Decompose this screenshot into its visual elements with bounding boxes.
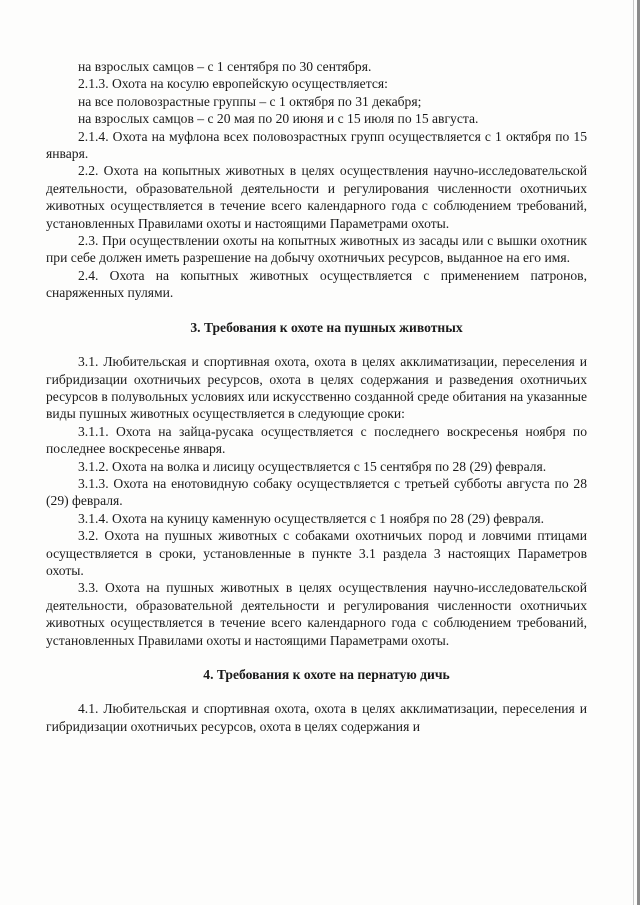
section-heading: 4. Требования к охоте на пернатую дичь	[203, 667, 450, 682]
paragraph: на все половозрастные группы – с 1 октября по 31 декабря;	[78, 93, 422, 109]
paragraph: 3.2. Охота на пушных животных с собаками охотничьих пород и ловчими птицами осуществляется в сроки, установленные в пункте 3.1 раздела 3 настоящих Параметров охоты.	[46, 528, 587, 578]
section-heading: 3. Требования к охоте на пушных животных	[190, 319, 463, 335]
paragraph: 4.1. Любительская и спортивная охота, охота в целях акклиматизации, переселения и гибридизации охотничьих ресурсов, охота в целях содержания и	[46, 701, 587, 734]
paragraph: 3.1.2. Охота на волка и лисицу осуществляется с 15 сентября по 28 (29) февраля.	[78, 458, 547, 474]
paragraph: 3.1.4. Охота на куницу каменную осуществляется с 1 ноября по 28 (29) февраля.	[78, 510, 545, 526]
paragraph: на взрослых самцов – с 20 мая по 20 июня и с 15 июля по 15 августа.	[78, 111, 479, 127]
paragraph: 2.3. При осуществлении охоты на копытных животных из засады или с вышки охотник при себе должен иметь разрешение на добычу охотничьих ресурсов, выданное на его имя.	[46, 233, 587, 266]
document-body	[46, 58, 587, 735]
paragraph: 3.3. Охота на пушных животных в целях осуществления научно-исследовательской деятельности, образовательной деятельности и регулирования численности охотничьих животных осуществляется в течение всего календарного года с соблюдением требований, установленных Правилами охоты и настоящими Параметрами охоты.	[46, 580, 587, 648]
paragraph: 2.4. Охота на копытных животных осуществляется с применением патронов, снаряженных пулями.	[46, 267, 587, 301]
paragraph: 2.2. Охота на копытных животных в целях осуществления научно-исследовательской деятельности, образовательной деятельности и регулирования численности охотничьих животных осуществляется в течение всего календарного года с соблюдением требований, установленных Правилами охоты и настоящими Параметрами охоты.	[46, 163, 587, 231]
paragraph: 2.1.4. Охота на муфлона всех половозрастных групп осуществляется с 1 октября по 15 января.	[46, 128, 587, 162]
paragraph: 3.1. Любительская и спортивная охота, охота в целях акклиматизации, переселения и гибридизации охотничьих ресурсов, охота в целях содержания и разведения охотничьих ресурсов в полувольных условиях или искусственно созданной среде обитания на указанные виды пушных животных осуществляется в следующие сроки:	[46, 354, 587, 422]
paragraph: на взрослых самцов – с 1 сентября по 30 сентября.	[78, 59, 372, 74]
paragraph: 3.1.3. Охота на енотовидную собаку осуществляется с третьей субботы августа по 28 (29) февраля.	[46, 475, 587, 509]
paragraph: 3.1.1. Охота на зайца-русака осуществляется с последнего воскресенья ноября по последнее воскресенье января.	[46, 423, 587, 457]
page-edge-shadow	[633, 0, 634, 905]
paragraph: 2.1.3. Охота на косулю европейскую осуществляется:	[78, 76, 388, 92]
